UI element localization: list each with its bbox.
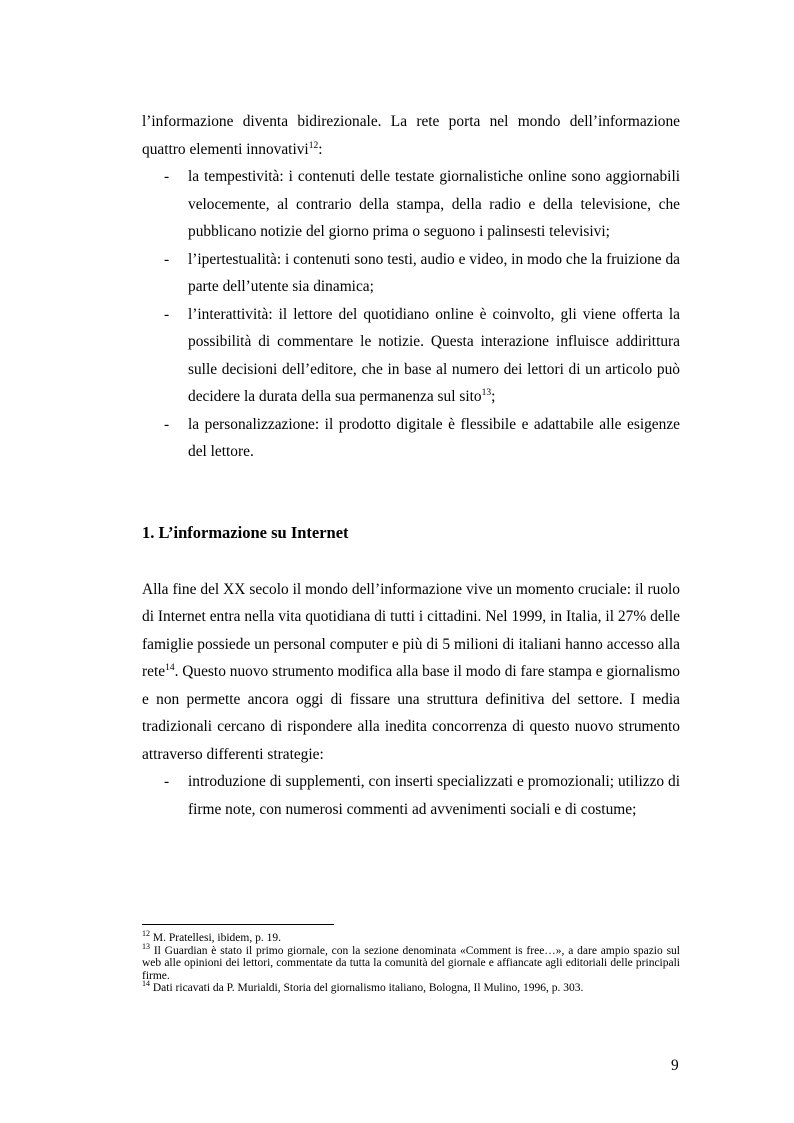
list-item-text: la tempestività: i contenuti delle testate giornalistiche online sono aggiornabili velocemente, al contrario della stampa, della radio e della televisione, che pubblicano notizie del giorno prima o seguono i palinsesti televisivi; [188,168,680,240]
dash-bullet: - [164,773,170,790]
paragraph-text-continued: . Questo nuovo strumento modifica alla base il modo di fare stampa e giornalismo e non permette ancora oggi di fissare una struttura definitiva del settore. I media tradizionali cercano di rispondere alla inedita concorrenza di questo nuovo strumento attraverso differenti strategie: [142,663,680,763]
intro-text: l’informazione diventa bidirezionale. La rete porta nel mondo dell’informazione quattro elementi innovativi [142,113,680,158]
list-item-text: la personalizzazione: il prodotto digitale è flessibile e adattabile alle esigenze del lettore. [188,415,680,460]
list-item-text: l’interattività: il lettore del quotidiano online è coinvolto, gli viene offerta la possibilità di commentare le notizie. Questa interazione influisce addirittura sulle decisioni dell’editore, che in base al numero dei lettori di un articolo può decidere la durata della sua permanenza sul sito [188,305,680,405]
footnote-text: M. Pratellesi, ibidem, p. 19. [150,932,281,944]
list-item [142,246,680,301]
dash-bullet: - [164,305,170,323]
footnote-number: 12 [142,929,150,939]
section-heading: 1. L’informazione su Internet [142,522,349,542]
footnote-12 [142,929,680,945]
footnote-ref-14[interactable]: 14 [165,662,175,673]
dash-bullet: - [164,168,170,185]
page-body [142,108,680,823]
dash-bullet: - [164,250,170,268]
list-item [142,163,680,246]
strategies-list [142,768,680,823]
section-paragraph [142,576,680,769]
list-item [142,768,680,823]
footnotes [142,924,680,995]
list-item-text: l’ipertestualità: i contenuti sono testi, audio e video, in modo che la fruizione da parte dell’utente sia dinamica; [188,250,680,295]
footnote-number: 14 [142,979,150,989]
footnote-divider [142,924,334,925]
list-item [142,411,680,466]
dash-bullet: - [164,415,170,433]
footnote-ref-13[interactable]: 13 [481,387,492,398]
footnote-text: Il Guardian è stato il primo giornale, con la sezione denominata «Comment is free…», a dare ampio spazio sul web alle opinioni dei lettori, commentate da tutta la comunità del giornale e affiancate agli editoriali delle principali firme. [142,944,680,982]
footnote-13 [142,941,680,983]
footnote-14 [142,979,680,995]
paragraph-text: Alla fine del XX secolo il mondo dell’informazione vive un momento cruciale: il ruolo di Internet entra nella vita quotidiana di tutti i cittadini. Nel 1999, in Italia, il 27% delle famiglie possiede un personal computer e più di 5 milioni di italiani hanno accesso alla rete [142,580,680,680]
section-heading-wrap [142,521,680,545]
page-number: 9 [671,1057,679,1074]
list-item-tail: ; [491,388,496,405]
innovations-list [142,163,680,466]
list-item-text: introduzione di supplementi, con inserti specializzati e promozionali; utilizzo di firme note, con numerosi commenti ad avvenimenti sociali e di costume; [188,773,680,818]
footnote-number: 13 [142,941,150,951]
list-item [142,301,680,411]
intro-tail: : [318,140,323,158]
footnote-ref-12[interactable]: 12 [308,140,319,151]
footnote-text: Dati ricavati da P. Murialdi, Storia del giornalismo italiano, Bologna, Il Mulino, 1996, p. 303. [150,982,584,995]
intro-paragraph [142,108,680,163]
